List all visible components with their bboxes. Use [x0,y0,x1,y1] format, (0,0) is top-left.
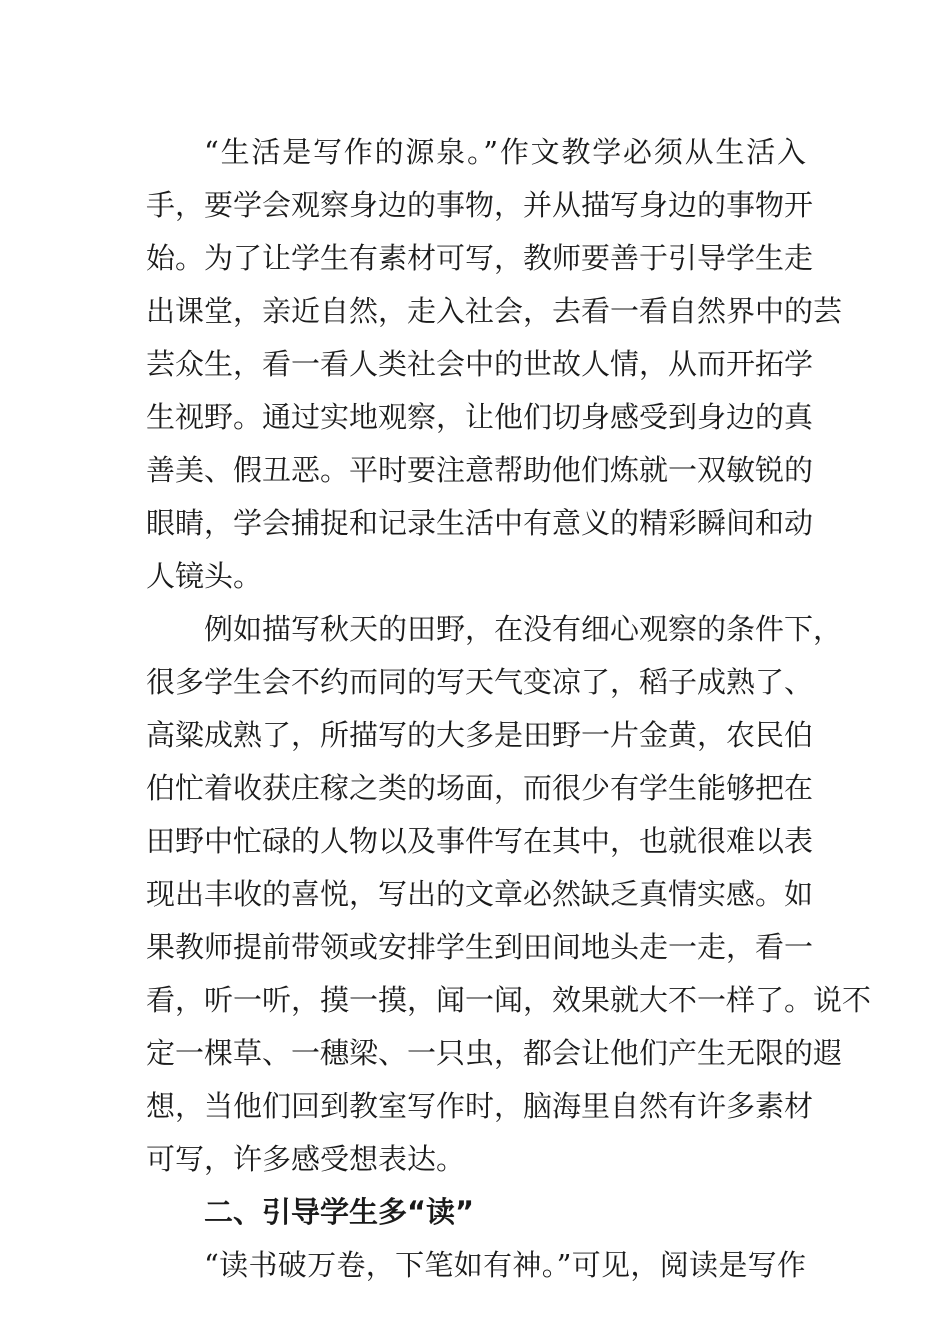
text-line: 芸众生，看一看人类社会中的世故人情，从而开拓学 [146,347,814,381]
text-line: 田野中忙碌的人物以及事件写在其中，也就很难以表 [146,824,814,858]
text-line: 善美、假丑恶。平时要注意帮助他们炼就一双敏锐的 [146,453,814,487]
text-line: 现出丰收的喜悦，写出的文章必然缺乏真情实感。如 [146,877,814,911]
text-line: 眼睛，学会捕捉和记录生活中有意义的精彩瞬间和动 [146,506,814,540]
text-line: 生视野。通过实地观察，让他们切身感受到身边的真 [146,400,814,434]
text-line: 手，要学会观察身边的事物，并从描写身边的事物开 [146,188,814,222]
text-line: 高粱成熟了，所描写的大多是田野一片金黄，农民伯 [146,718,814,752]
text-line: “生活是写作的源泉。”作文教学必须从生活入 [204,135,806,169]
document-body [146,126,872,1292]
text-line: 定一棵草、一穗梁、一只虫，都会让他们产生无限的遐 [146,1036,843,1070]
text-line: 出课堂，亲近自然，走入社会，去看一看自然界中的芸 [146,294,843,328]
text-line: 想，当他们回到教室写作时，脑海里自然有许多素材 [146,1089,814,1123]
text-line: 看，听一听，摸一摸，闻一闻，效果就大不一样了。说不 [146,983,872,1017]
text-line: 果教师提前带领或安排学生到田间地头走一走，看一 [146,930,814,964]
text-line: 很多学生会不约而同的写天气变凉了，稻子成熟了、 [146,665,814,699]
text-line: “读书破万卷，下笔如有神。”可见，阅读是写作 [204,1248,806,1282]
text-line: 始。为了让学生有素材可写，教师要善于引导学生走 [146,241,814,275]
text-line: 人镜头。 [146,559,263,593]
text-line: 伯忙着收获庄稼之类的场面，而很少有学生能够把在 [146,771,814,805]
text-line: 例如描写秋天的田野，在没有细心观察的条件下， [204,612,843,646]
section-heading: 二、引导学生多“读” [204,1195,475,1229]
text-line: 可写，许多感受想表达。 [146,1142,466,1176]
